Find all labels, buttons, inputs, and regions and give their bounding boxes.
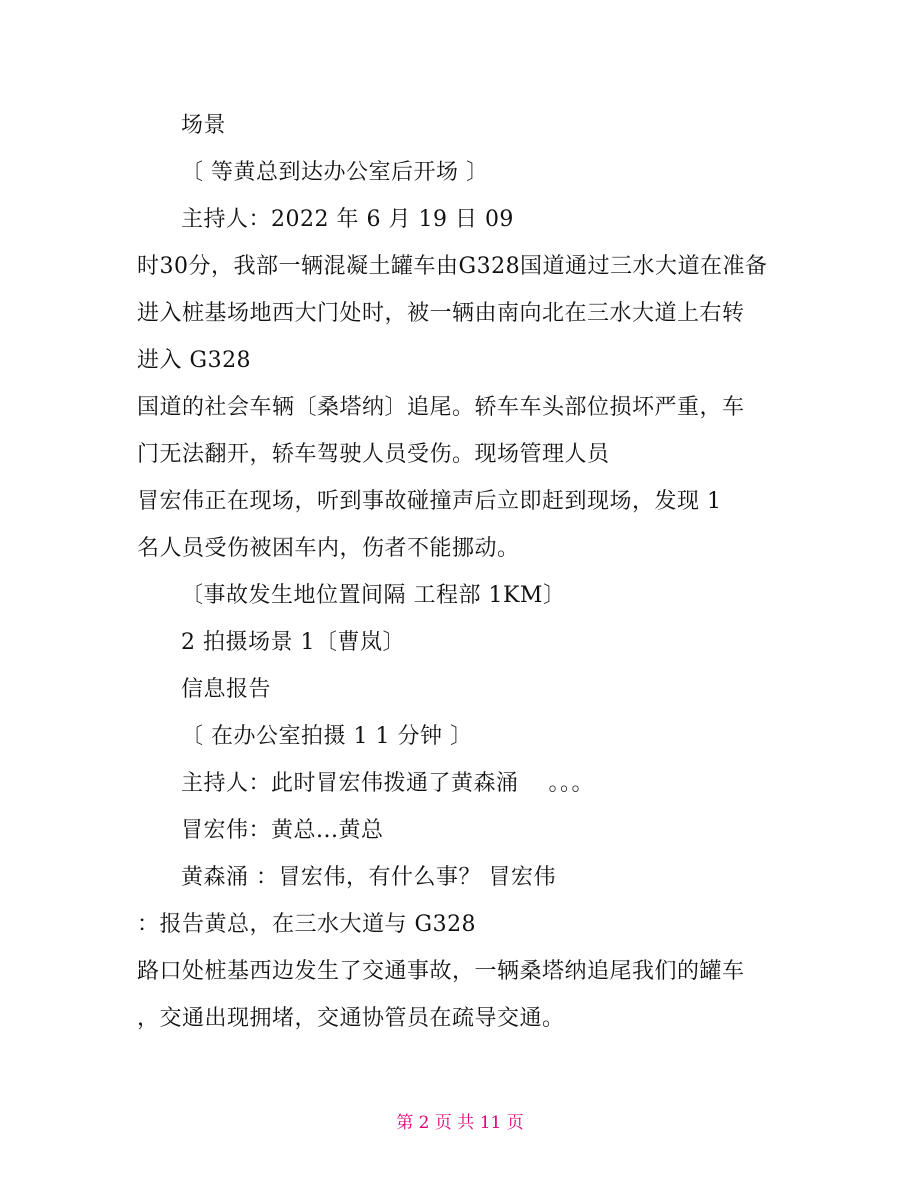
stage-direction: 〔 等黄总到达办公室后开场 〕	[181, 160, 489, 185]
body-line: 时30分，我部一辆混凝土罐车由G328国道通过三水大道在准备	[137, 254, 768, 279]
section-heading: 信息报告	[181, 677, 272, 702]
page-number-footer: 第 2 页 共 11 页	[396, 1113, 524, 1133]
dialogue-line: 冒宏伟：黄总...黄总	[181, 818, 384, 843]
dialogue-line: 路口处桩基西边发生了交通事故，一辆桑塔纳追尾我们的罐车	[137, 959, 745, 984]
dialogue-line: 黄森涌 ：冒宏伟，有什么事？ 冒宏伟	[181, 865, 556, 890]
host-line: 主持人：2022 年 6 月 19 日 09	[181, 207, 514, 232]
location-note: 〔事故发生地位置间隔 工程部 1KM〕	[181, 583, 566, 608]
body-line: 国道的社会车辆〔桑塔纳〕追尾。轿车车头部位损坏严重，车	[137, 395, 745, 420]
scene-heading: 场景	[181, 113, 227, 138]
body-line: 冒宏伟正在现场，听到事故碰撞声后立即赶到现场，发现 1	[137, 489, 722, 514]
body-line: 名人员受伤被困车内，伤者不能挪动。	[137, 536, 520, 561]
dialogue-line: ：报告黄总，在三水大道与 G328	[137, 912, 477, 937]
body-line: 进入桩基场地西大门处时，被一辆由南向北在三水大道上右转	[137, 301, 745, 326]
stage-direction: 〔 在办公室拍摄 1 1 分钟 〕	[181, 724, 473, 749]
body-line: 进入 G328	[137, 348, 252, 373]
dialogue-line: ，交通出现拥堵，交通协管员在疏导交通。	[137, 1006, 565, 1031]
scene-title: 2 拍摄场景 1〔曹岚〕	[181, 630, 405, 655]
body-line: 门无法翻开，轿车驾驶人员受伤。现场管理人员	[137, 442, 610, 467]
dialogue-line: 主持人：此时冒宏伟拨通了黄森涌 。。。	[181, 771, 594, 796]
